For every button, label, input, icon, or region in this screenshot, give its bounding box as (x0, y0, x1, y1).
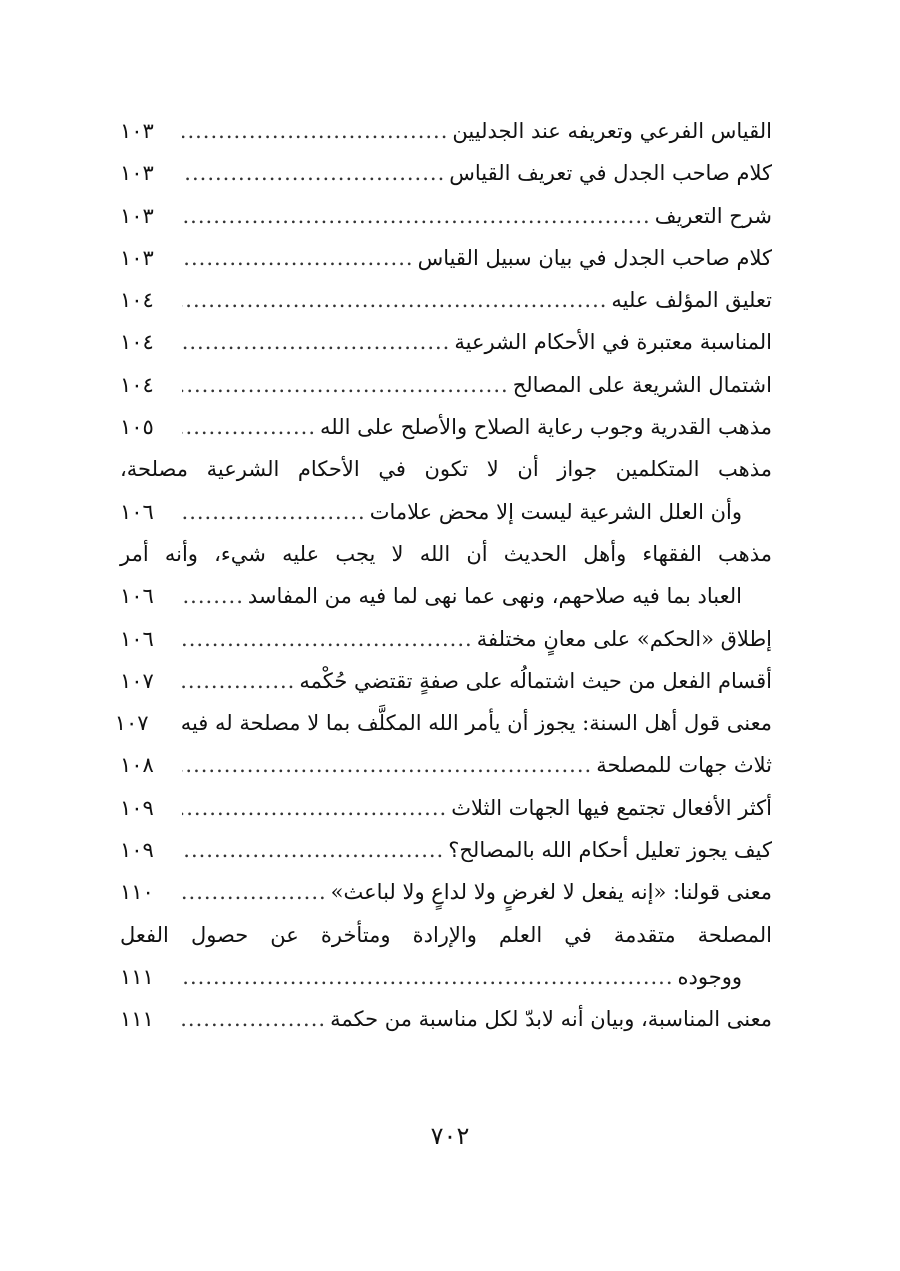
toc-entry-page: ١٠٨ (120, 753, 154, 778)
toc-entry (120, 321, 772, 363)
toc-entry-page: ١٠٧ (120, 668, 154, 693)
toc-entry-page: ١٠٣ (120, 203, 154, 228)
toc-entry-title: أكثر الأفعال تجتمع فيها الجهات الثلاث (451, 795, 772, 820)
toc-entry-page: ١٠٦ (120, 626, 154, 651)
toc-entry-page: ١٠٩ (120, 838, 154, 863)
leader-dots (182, 321, 450, 363)
toc-entry-first-line (120, 914, 772, 956)
leader-dots (182, 406, 316, 448)
toc-entry-page: ١٠٤ (120, 330, 154, 355)
toc-entry-title: المصلحة متقدمة في العلم والإرادة ومتأخرة عن حصول الفعل (120, 922, 772, 947)
toc-entry (120, 110, 772, 152)
leader-dots (182, 618, 473, 660)
toc-entry-page: ١٠٦ (120, 584, 154, 609)
toc-entry-page: ١٠٤ (120, 288, 154, 313)
leader-dots (182, 195, 651, 237)
toc-entry-page: ١١٠ (120, 880, 154, 905)
toc-entry (120, 956, 772, 998)
toc-entry-page: ١٠٦ (120, 499, 154, 524)
toc-entry-title: تعليق المؤلف عليه (611, 288, 772, 313)
toc-entry (120, 998, 772, 1040)
toc-entry-title: مذهب القدرية وجوب رعاية الصلاح والأصلح على الله (320, 415, 772, 440)
toc-entry-title: المناسبة معتبرة في الأحكام الشرعية (454, 330, 772, 355)
leader-dots (182, 871, 327, 913)
leader-dots (182, 575, 244, 617)
toc-entry-page: ١٠٩ (120, 795, 154, 820)
toc-entry-title: إطلاق «الحكم» على معانٍ مختلفة (476, 626, 772, 651)
leader-dots (182, 237, 414, 279)
toc-entry-title: القياس الفرعي وتعريفه عند الجدليين (452, 119, 772, 143)
leader-dots (182, 491, 366, 533)
toc-entry (120, 406, 772, 448)
toc-entry-page: ١٠٧ (114, 711, 149, 736)
leader-dots (182, 279, 607, 321)
toc-entry-title: اشتمال الشريعة على المصالح (512, 372, 772, 397)
toc-entry (120, 575, 772, 617)
toc-entry-title: ثلاث جهات للمصلحة (596, 753, 772, 778)
toc-entry (120, 744, 772, 786)
leader-dots (182, 744, 592, 786)
toc-entry-title: أقسام الفعل من حيث اشتمالُه على صفةٍ تقتضي حُكْمه (299, 668, 772, 693)
toc-entry-title: معنى قول أهل السنة: يجوز أن يأمر الله المكلَّف بما لا مصلحة له فيه (180, 711, 772, 736)
toc-entry (120, 237, 772, 279)
toc-entry-page: ١٠٤ (120, 372, 154, 397)
leader-dots (182, 152, 445, 194)
toc-entry (120, 279, 772, 321)
toc-entry (120, 660, 772, 702)
toc-entry-page: ١٠٣ (120, 245, 154, 270)
toc-entry-title: مذهب الفقهاء وأهل الحديث أن الله لا يجب عليه شيء، وأنه أمر (120, 541, 772, 566)
toc-entry (120, 195, 772, 237)
toc-entry-title: العباد بما فيه صلاحهم، ونهى عما نهى لما فيه من المفاسد (247, 584, 742, 609)
page-number: ٧٠٢ (430, 1122, 470, 1150)
toc-entry-first-line (120, 533, 772, 575)
toc-entry-page: ١١١ (120, 1007, 154, 1032)
toc-entry-title: كلام صاحب الجدل في بيان سبيل القياس (417, 245, 772, 270)
toc-entry (120, 152, 772, 194)
toc-entry-title: وأن العلل الشرعية ليست إلا محض علامات (369, 499, 742, 524)
toc-entry-page: ١٠٣ (120, 119, 154, 143)
table-of-contents (114, 110, 772, 1041)
toc-entry-page: ١٠٥ (120, 415, 154, 440)
toc-entry (120, 618, 772, 660)
toc-entry-title: مذهب المتكلمين جواز أن لا تكون في الأحكام الشرعية مصلحة، (120, 457, 772, 482)
toc-entry-title: كيف يجوز تعليل أحكام الله بالمصالح؟ (448, 838, 772, 863)
toc-entry-title: ووجوده (677, 964, 742, 989)
toc-entry-page: ١٠٣ (120, 161, 154, 186)
leader-dots (182, 364, 509, 406)
toc-entry-page: ١١١ (120, 964, 154, 989)
toc-entry (120, 829, 772, 871)
toc-entry (120, 871, 772, 913)
toc-entry-first-line (120, 448, 772, 490)
toc-entry-title: معنى قولنا: «إنه يفعل لا لغرضٍ ولا لداعٍ ولا لباعث» (330, 880, 772, 905)
leader-dots (182, 660, 295, 702)
toc-entry (120, 787, 772, 829)
leader-dots (182, 110, 448, 152)
toc-entry (120, 491, 772, 533)
toc-entry (120, 364, 772, 406)
leader-dots (182, 998, 326, 1040)
toc-entry (114, 702, 772, 744)
leader-dots (182, 829, 444, 871)
leader-dots (182, 956, 674, 998)
toc-entry-title: كلام صاحب الجدل في تعريف القياس (449, 161, 772, 186)
leader-dots (182, 787, 447, 829)
toc-entry-title: معنى المناسبة، وبيان أنه لابدّ لكل مناسبة من حكمة (330, 1007, 772, 1032)
toc-entry-title: شرح التعريف (654, 203, 772, 228)
